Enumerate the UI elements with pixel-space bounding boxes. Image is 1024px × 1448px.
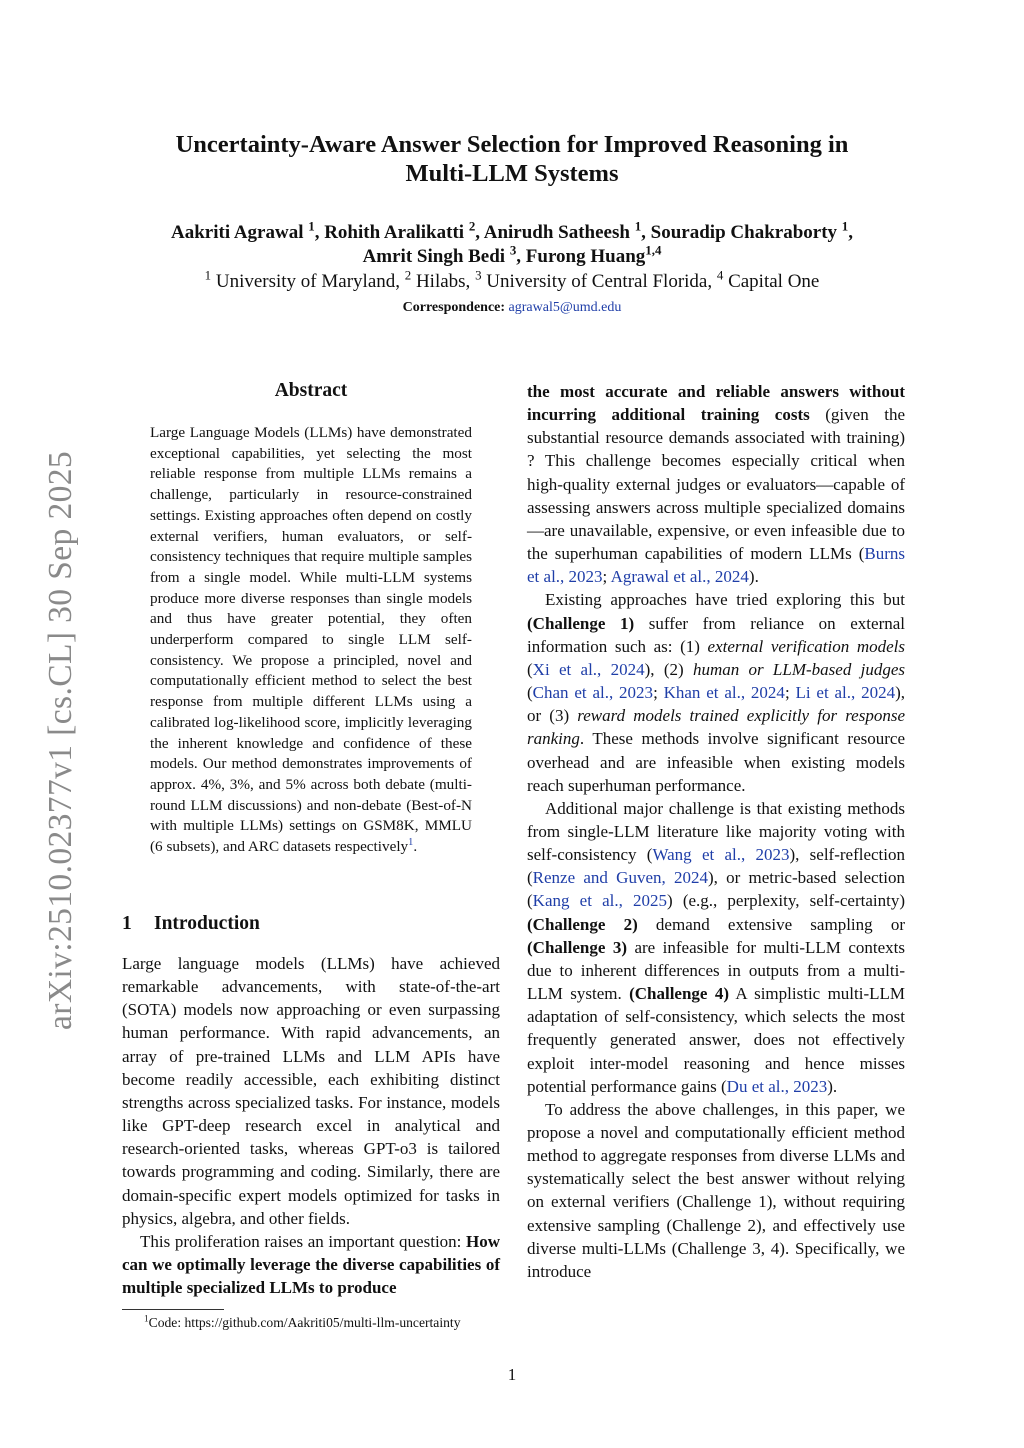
paragraph-text: ; [602,567,611,587]
author-name: Amrit Singh Bedi [362,246,510,267]
additional-challenge-paragraph [527,797,905,1098]
paragraph-text: ), or metric-based selection ( [527,868,905,911]
author-name: , Rohith Aralikatti [314,222,469,243]
abstract-text: Large Language Models (LLMs) have demonstrated exceptional capabilities, yet selecting the most reliable response from multiple LLMs remains a challenge, particularly in resource-constrained settings. Existing approaches often depend on costly external verifiers, human evaluators, or self-consistency techniques that require multiple samples from a single model. While multi-LLM systems produce more diverse responses than single models and thus have greater potential, they often underperform compared to single LLM self-consistency. We propose a principled, novel and computationally efficient method to select the best response from multiple different LLMs using a calibrated log-likelihood score, implicitly leveraging the inherent knowledge and confidence of these models. Our method demonstrates improvements of approx. 4%, 3%, and 5% across both debate (multi-round LLM discussions) and non-debate (Best-of-N with multiple LLMs) settings on GSM8K, MMLU (6 subsets), and ARC datasets respectively [150,424,472,856]
italic-text: reward models trained explicitly for response ranking [527,706,906,749]
paragraph-text: (given the substantial resource demands associated with training) ? This challenge becomes especially critical when high-quality external judges or evaluators—capable of assessing answers across multiple specialized domains—are unavailable, expensive, or even infeasible due to the superhuman capabilities of modern LLMs ( [527,405,905,564]
proposed-method-paragraph: To address the above challenges, in this paper, we propose a novel and computationally efficient method method to aggregate responses from diverse LLMs and systematically select the best answer without relying on external verifiers (Challenge 1), without requiring extensive sampling (Challenge 2), and effectively use diverse multi-LLMs (Challenge 3, 4). Specifically, we introduce [527,1099,905,1281]
separator: , [848,222,853,243]
affiliation-mark: 1,4 [645,242,662,258]
paragraph-continuation [527,380,905,588]
correspondence-label: Correspondence: [402,300,506,315]
paragraph-text: are infeasible for multi-LLM contexts due to inherent differences in outputs from a multi-LLM system. [527,937,906,1004]
affiliation-mark: 4 [716,267,724,283]
citation-link[interactable]: Xi et al., 2024 [532,659,645,679]
paragraph-text: ). [827,1076,838,1096]
intro-paragraph-2 [122,1230,500,1299]
paragraph-text: Existing approaches have tried exploring this but [545,590,905,610]
citation-link[interactable]: Burns et al., 2023 [527,544,905,587]
intro-paragraph-1: Large language models (LLMs) have achieved remarkable advancements, with state-of-the-art (SOTA) models now approaching or even surpassing human performance. With rapid advancements, an array of pre-trained LLMs and LLM APIs have become readily accessible, each exhibiting distinct strengths across specialized tasks. For instance, models like GPT-deep research excel in analytical and research-oriented tasks, whereas GPT-o3 is tailored towards programming and coding. Similarly, there are domain-specific expert models optimized for tasks in physics, algebra, and other fields. [122,954,500,1228]
email-link[interactable]: agrawal5@umd.edu [508,300,622,315]
bold-text: the most accurate and reliable answers without incurring additional training costs [527,382,905,425]
author-name: , Anirudh Satheesh [475,222,635,243]
paragraph-text: ), or (3) [527,683,906,726]
authors-line-2 [0,242,1024,269]
footnote-text[interactable]: Code: https://github.com/Aakriti05/multi-llm-uncertainty [148,1315,461,1330]
paragraph-text: suffer from reliance on external information such as: (1) [527,613,905,656]
paragraph-text: ; [784,683,796,703]
footnote [122,1314,500,1332]
arxiv-stamp: arXiv:2510.02377v1 [cs.CL] 30 Sep 2025 [42,450,79,1030]
page-number: 1 [507,1365,517,1384]
affiliation-mark: 3 [475,267,482,283]
abstract-body [150,423,472,858]
abstract-end: . [413,838,418,856]
paragraph-text: . These methods involve significant resource overhead and are infeasible when existing models reach superhuman performance. [527,729,905,795]
correspondence [0,299,1024,317]
paragraph-text: This proliferation raises an important question: [140,1231,466,1251]
challenge-label: (Challenge 2) [527,914,638,934]
paragraph-text: ( [527,659,533,679]
research-question: How can we optimally leverage the diverse capabilities of multiple specialized LLMs to produce [122,1231,500,1298]
challenge-label: (Challenge 4) [629,984,729,1004]
italic-text: human or LLM-based judges [692,659,905,679]
paragraph-text: ) (e.g., perplexity, self-certainty) [667,891,905,911]
section-heading [122,913,500,935]
paragraph-text: demand extensive sampling or [637,914,905,934]
title-line-2: Multi-LLM Systems [405,160,619,187]
affiliation-mark: 1 [308,218,315,234]
affiliation-mark: 2 [468,218,476,234]
citation-link[interactable]: Agrawal et al., 2024 [610,567,749,587]
author-name: Aakriti Agrawal [171,222,309,243]
abstract-heading: Abstract [274,380,348,401]
author-name: , Furong Huang [516,246,646,267]
authors-line-1 [0,218,1024,245]
paragraph-text: A simplistic multi-LLM adaptation of self-consistency, which selects the most frequently generated answer, does not effectively exploit inter-model reasoning and hence misses potential performance gains ( [527,984,906,1096]
paragraph-text: Additional major challenge is that existing methods from single-LLM literature like majority voting with self-consistency ( [527,798,905,865]
footnote-link[interactable]: 1 [408,837,414,848]
author-name: , Souradip Chakraborty [641,222,842,243]
italic-text: external verification models [707,636,905,656]
challenge-label: (Challenge 1) [527,613,635,633]
paragraph-text: ), (2) [644,659,693,679]
affiliation-name: University of Maryland, [211,271,405,292]
affiliations [0,267,1024,294]
paragraph-text: ). [748,567,759,587]
affiliation-name: University of Central Florida, [481,271,717,292]
affiliation-name: Capital One [723,271,820,292]
footnote-mark: 1 [144,1313,149,1324]
affiliation-mark: 1 [841,218,849,234]
section-number: 1 [122,913,132,934]
affiliation-mark: 2 [404,267,412,283]
paper-title [0,130,1024,188]
paragraph-text: ; [653,683,664,703]
affiliation-mark: 1 [204,267,212,283]
affiliation-mark: 3 [509,242,517,258]
citation-link[interactable]: Wang et al., 2023 [652,845,790,865]
author-list [0,218,1024,269]
existing-approaches-paragraph [527,588,905,796]
citation-link[interactable]: Khan et al., 2024 [663,683,785,703]
affiliation-mark: 1 [634,218,642,234]
section-title: Introduction [154,913,260,934]
right-column [527,380,905,1283]
footnote-rule [122,1309,224,1310]
paragraph-text: ( [527,683,533,703]
challenge-label: (Challenge 3) [527,937,627,957]
citation-link[interactable]: Du et al., 2023 [726,1076,828,1096]
affiliation-name: Hilabs, [411,271,476,292]
citation-link[interactable]: Li et al., 2024 [795,683,896,703]
title-line-1: Uncertainty-Aware Answer Selection for Improved Reasoning in [175,131,849,158]
citation-link[interactable]: Kang et al., 2025 [532,891,667,911]
citation-link[interactable]: Chan et al., 2023 [532,683,654,703]
citation-link[interactable]: Renze and Guven, 2024 [532,868,708,888]
paragraph-text: ), self-reflection ( [527,845,906,888]
left-column [122,952,500,1299]
